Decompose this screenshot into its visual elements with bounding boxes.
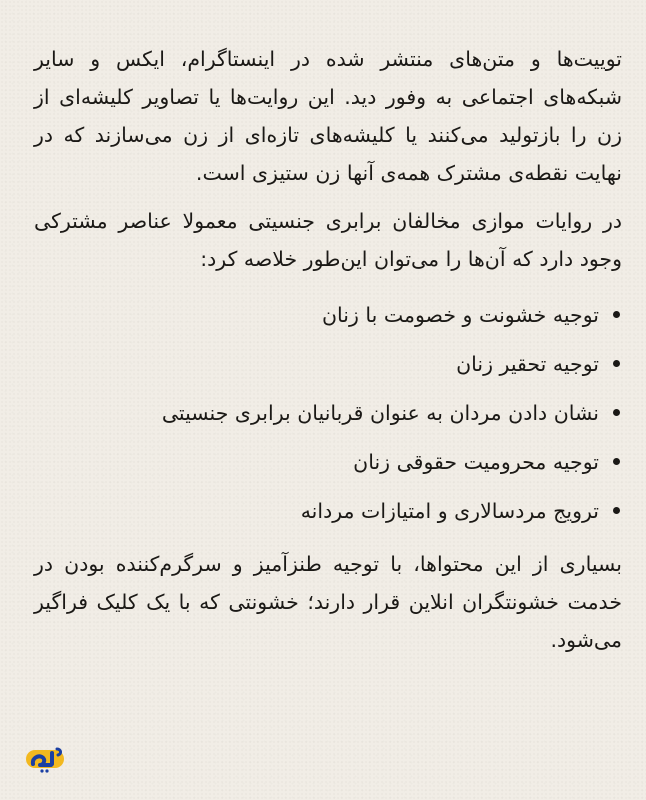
list-item <box>34 388 622 437</box>
brand-logo <box>24 740 68 778</box>
bullet-dot-icon <box>613 311 620 318</box>
list-item <box>34 290 622 339</box>
list-item-text: نشان دادن مردان به عنوان قربانیان برابری جنسیتی <box>161 400 599 425</box>
bullet-dot-icon <box>613 507 620 514</box>
list-item-text: ترویج مردسالاری و امتیازات مردانه <box>300 498 599 523</box>
bullet-dot-icon <box>613 409 620 416</box>
bullet-dot-icon <box>613 458 620 465</box>
bullet-dot-icon <box>613 360 620 367</box>
lead-paragraph: در روایات موازی مخالفان برابری جنسیتی معمولا عناصر مشترکی وجود دارد که آن‌ها را می‌توان این‌طور خلاصه کرد: <box>34 209 622 271</box>
list-item-text: توجیه محرومیت حقوقی زنان <box>353 449 599 474</box>
list-item <box>34 437 622 486</box>
list-item-text: توجیه تحقیر زنان <box>456 351 599 376</box>
intro-paragraph: توییت‌ها و متن‌های منتشر شده در اینستاگرام، ایکس و سایر شبکه‌های اجتماعی به وفور دید. این روایت‌ها یا تصاویر کلیشه‌ای از زن را بازتولید می‌کنند یا کلیشه‌های تازه‌ای از زن می‌سازند که در نهایت نقطه‌ی مشترک همه‌ی آنها زن ستیزی است. <box>34 47 622 185</box>
list-item-text: توجیه خشونت و خصومت با زنان <box>321 302 599 327</box>
list-item <box>34 486 622 535</box>
article-body <box>34 40 622 659</box>
bullet-list <box>34 290 622 535</box>
list-item <box>34 339 622 388</box>
conclusion-paragraph: بسیاری از این محتواها، با توجیه طنزآمیز و سرگرم‌کننده بودن در خدمت خشونتگران انلاین قرار دارند؛ خشونتی که با یک کلیک فراگیر می‌شود. <box>34 552 622 652</box>
brand-logo-icon <box>24 740 68 778</box>
